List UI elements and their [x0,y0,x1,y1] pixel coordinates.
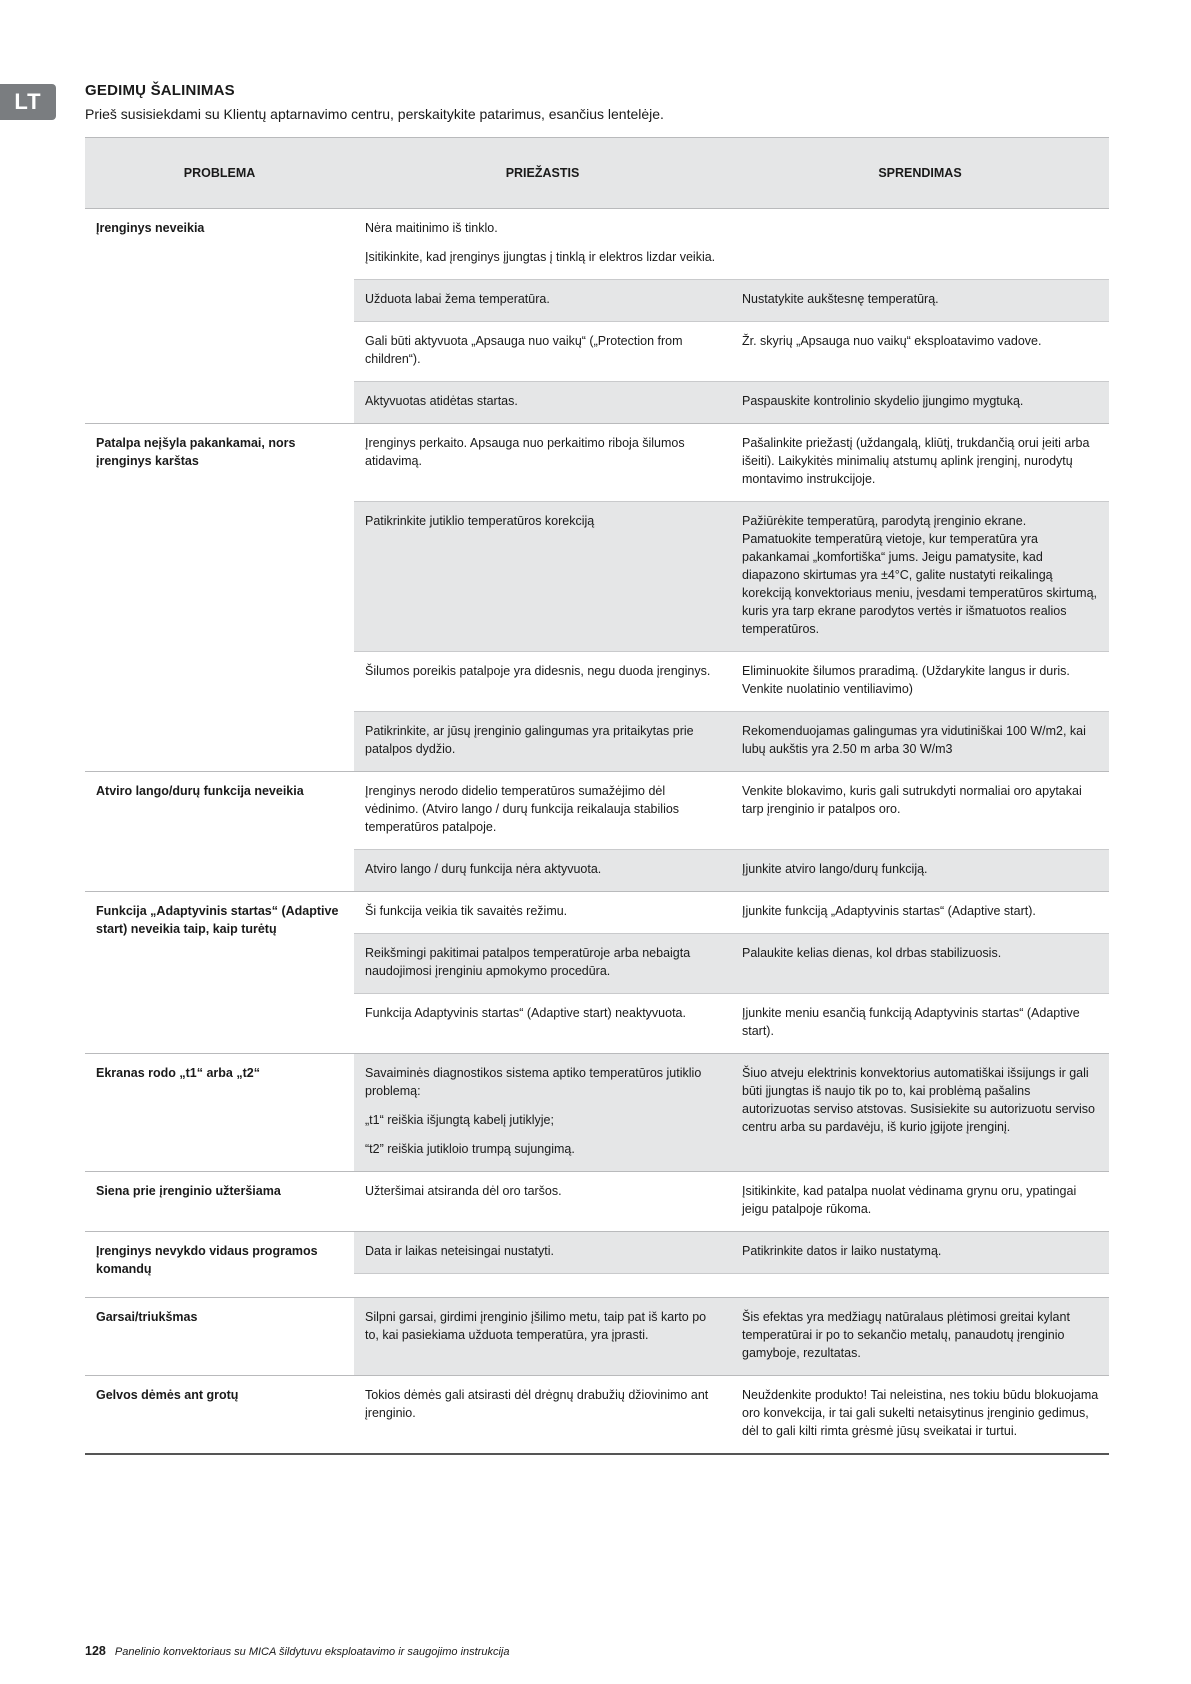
cause-text: Savaiminės diagnostikos sistema aptiko temperatūros jutiklio problemą: [365,1066,702,1098]
cause-cell [354,1376,731,1455]
cause-text: Užteršimai atsiranda dėl oro taršos. [365,1184,562,1198]
cause-cell [354,322,731,382]
solution-text: Pažiūrėkite temperatūrą, parodytą įrenginio ekrane. Pamatuokite temperatūrą vietoje, kur temperatūra yra pakankamai „komfortiška“ jums. Jeigu pamatysite, kad diapazono skirtumas yra ±4°C, galite nustatyti reikalingą korekciją konvektoriaus meniu, įvesdami temperatūros skirtumą, kuris yra tarp ekrane parodytos vertės ir išmatuotos realios temperatūros. [742,514,1097,636]
problem-cell: Patalpa neįšyla pakankamai, nors įrenginys karštas [85,424,354,772]
solution-cell [731,652,1109,712]
cause-cell [354,1054,731,1172]
page-subtitle: Prieš susisiekdami su Klientų aptarnavimo centru, perskaitykite patarimus, esančius lentelėje. [85,106,664,122]
cause-cell [354,382,731,424]
solution-cell [731,209,1109,280]
cause-text: Užduota labai žema temperatūra. [365,292,550,306]
table-row [85,892,1109,934]
cause-text: Ši funkcija veikia tik savaitės režimu. [365,904,568,918]
cause-text: Šilumos poreikis patalpoje yra didesnis, negu duoda įrenginys. [365,664,711,678]
cause-text: Nėra maitinimo iš tinklo. [365,221,498,235]
solution-cell [731,382,1109,424]
cause-cell [354,712,731,772]
solution-cell [731,502,1109,652]
cause-cell [354,209,731,280]
cause-text: Gali būti aktyvuota „Apsauga nuo vaikų“ („Protection from children“). [365,334,683,366]
table-row [85,1232,1109,1274]
problem-cell: Įrenginys neveikia [85,209,354,424]
cause-cell [354,502,731,652]
page-number: 128 [85,1644,106,1658]
page-title: GEDIMŲ ŠALINIMAS [85,82,235,99]
cause-text: Įsitikinkite, kad įrenginys įjungtas į tinklą ir elektros lizdar veikia. [365,250,716,264]
solution-text: Venkite blokavimo, kuris gali sutrukdyti normaliai oro apytakai tarp įrenginio ir patalpos oro. [742,784,1082,816]
table-row [85,424,1109,502]
problem-cell: Garsai/triukšmas [85,1298,354,1376]
cause-cell [354,424,731,502]
table-row [85,1376,1109,1455]
solution-cell [731,892,1109,934]
cause-text: Tokios dėmės gali atsirasti dėl drėgnų drabužių džiovinimo ant įrenginio. [365,1388,709,1420]
cause-cell [354,772,731,850]
language-tab: LT [0,84,56,120]
cause-text: Patikrinkite, ar jūsų įrenginio galingumas yra pritaikytas prie patalpos dydžio. [365,724,694,756]
footer-text: Panelinio konvektoriaus su MICA šildytuvu eksploatavimo ir saugojimo instrukcija [114,1646,510,1658]
table-header-row [85,138,1109,209]
page-footer [85,1644,509,1658]
cause-cell [354,850,731,892]
problem-cell: Atviro lango/durų funkcija neveikia [85,772,354,892]
solution-text: Pašalinkite priežastį (uždangalą, kliūtį, trukdančią orui įeiti arba išeiti). Laikykitės minimalių atstumų aplink įrenginį, nurodytų montavimo instrukcijoje. [742,436,1090,486]
solution-cell [731,712,1109,772]
cause-text: „t1“ reiškia išjungtą kabelį jutiklyje; [365,1113,554,1127]
problem-cell: Gelvos dėmės ant grotų [85,1376,354,1455]
solution-text: Rekomenduojamas galingumas yra vidutiniškai 100 W/m2, kai lubų aukštis yra 2.50 m arba 30 W/m3 [742,724,1086,756]
solution-cell [731,1232,1109,1274]
solution-text: Žr. skyrių „Apsauga nuo vaikų“ eksploatavimo vadove. [742,334,1042,348]
troubleshooting-table [85,137,1109,1455]
solution-cell [731,1376,1109,1455]
cause-cell [354,934,731,994]
solution-text: Neuždenkite produkto! Tai neleistina, nes tokiu būdu blokuojama oro konvekcija, ir tai gali sukelti netaisytinus įrenginio gedimus, dėl to gali kilti rimta grėsmė jūsų sveikatai ir turtui. [742,1388,1099,1438]
problem-cell: Funkcija „Adaptyvinis startas“ (Adaptive start) neveikia taip, kaip turėtų [85,892,354,1054]
solution-text: Eliminuokite šilumos praradimą. (Uždarykite langus ir duris. Venkite nuolatinio ventiliavimo) [742,664,1070,696]
solution-cell [731,850,1109,892]
cause-text: Data ir laikas neteisingai nustatyti. [365,1244,554,1258]
cause-cell [354,1232,731,1274]
cause-cell [354,1274,731,1298]
cause-text: Atviro lango / durų funkcija nėra aktyvuota. [365,862,602,876]
solution-text: Paspauskite kontrolinio skydelio įjungimo mygtuką. [742,394,1024,408]
cause-cell [354,892,731,934]
table-row [85,772,1109,850]
solution-cell [731,1298,1109,1376]
table-row [85,1054,1109,1172]
cause-text: Įrenginys nerodo didelio temperatūros sumažėjimo dėl vėdinimo. (Atviro lango / durų funkcija reikalauja stabilios temperatūros patalpoje. [365,784,680,834]
solution-text: Šis efektas yra medžiagų natūralaus plėtimosi greitai kylant temperatūrai ir po to sekančio metalų, panaudotų įrenginio gamyboje, rezultatas. [742,1310,1070,1360]
solution-text: Šiuo atveju elektrinis konvektorius automatiškai išsijungs ir gali būti įjungtas iš naujo tik po to, kai problėmą pašalins autorizuotas serviso atstovas. Susisiekite su autorizuotu serviso centru arba su pardavėju, iš kurio įgijote įrenginį. [742,1066,1095,1134]
table-body [85,209,1109,1455]
cause-text: “t2” reiškia jutikloio trumpą sujungimą. [365,1142,575,1156]
header-cause: PRIEŽASTIS [354,138,731,209]
table-row [85,1172,1109,1232]
problem-cell: Ekranas rodo „t1“ arba „t2“ [85,1054,354,1172]
solution-cell [731,934,1109,994]
cause-cell [354,1172,731,1232]
solution-text: Nustatykite aukštesnę temperatūrą. [742,292,939,306]
cause-cell [354,1298,731,1376]
table-row [85,1298,1109,1376]
solution-cell [731,322,1109,382]
cause-cell [354,652,731,712]
solution-cell [731,424,1109,502]
solution-cell [731,1054,1109,1172]
solution-text: Įjunkite meniu esančią funkciją Adaptyvinis startas“ (Adaptive start). [742,1006,1080,1038]
cause-text: Reikšmingi pakitimai patalpos temperatūroje arba nebaigta naudojimosi įrenginiu apmokymo procedūra. [365,946,691,978]
table-row [85,209,1109,280]
cause-text: Silpni garsai, girdimi įrenginio įšilimo metu, taip pat iš karto po to, kai pasiekiama užduota temperatūra, yra įprasti. [365,1310,707,1342]
solution-text: Patikrinkite datos ir laiko nustatymą. [742,1244,942,1258]
cause-text: Patikrinkite jutiklio temperatūros korekciją [365,514,595,528]
cause-cell [354,280,731,322]
cause-text: Įrenginys perkaito. Apsauga nuo perkaitimo riboja šilumos atidavimą. [365,436,685,468]
header-solution: SPRENDIMAS [731,138,1109,209]
solution-cell [731,772,1109,850]
troubleshooting-table-container [85,137,1109,1455]
solution-text: Įjunkite funkciją „Adaptyvinis startas“ (Adaptive start). [742,904,1036,918]
solution-text: Įjunkite atviro lango/durų funkciją. [742,862,928,876]
cause-text: Funkcija Adaptyvinis startas“ (Adaptive start) neaktyvuota. [365,1006,686,1020]
solution-cell [731,1172,1109,1232]
problem-cell: Įrenginys nevykdo vidaus programos komandų [85,1232,354,1298]
cause-text: Aktyvuotas atidėtas startas. [365,394,518,408]
solution-text: Palaukite kelias dienas, kol drbas stabilizuosis. [742,946,1002,960]
problem-cell: Siena prie įrenginio užteršiama [85,1172,354,1232]
solution-cell [731,1274,1109,1298]
cause-cell [354,994,731,1054]
header-problem: PROBLEMA [85,138,354,209]
solution-text: Įsitikinkite, kad patalpa nuolat vėdinama grynu oru, ypatingai jeigu patalpoje rūkoma. [742,1184,1077,1216]
solution-cell [731,994,1109,1054]
solution-cell [731,280,1109,322]
